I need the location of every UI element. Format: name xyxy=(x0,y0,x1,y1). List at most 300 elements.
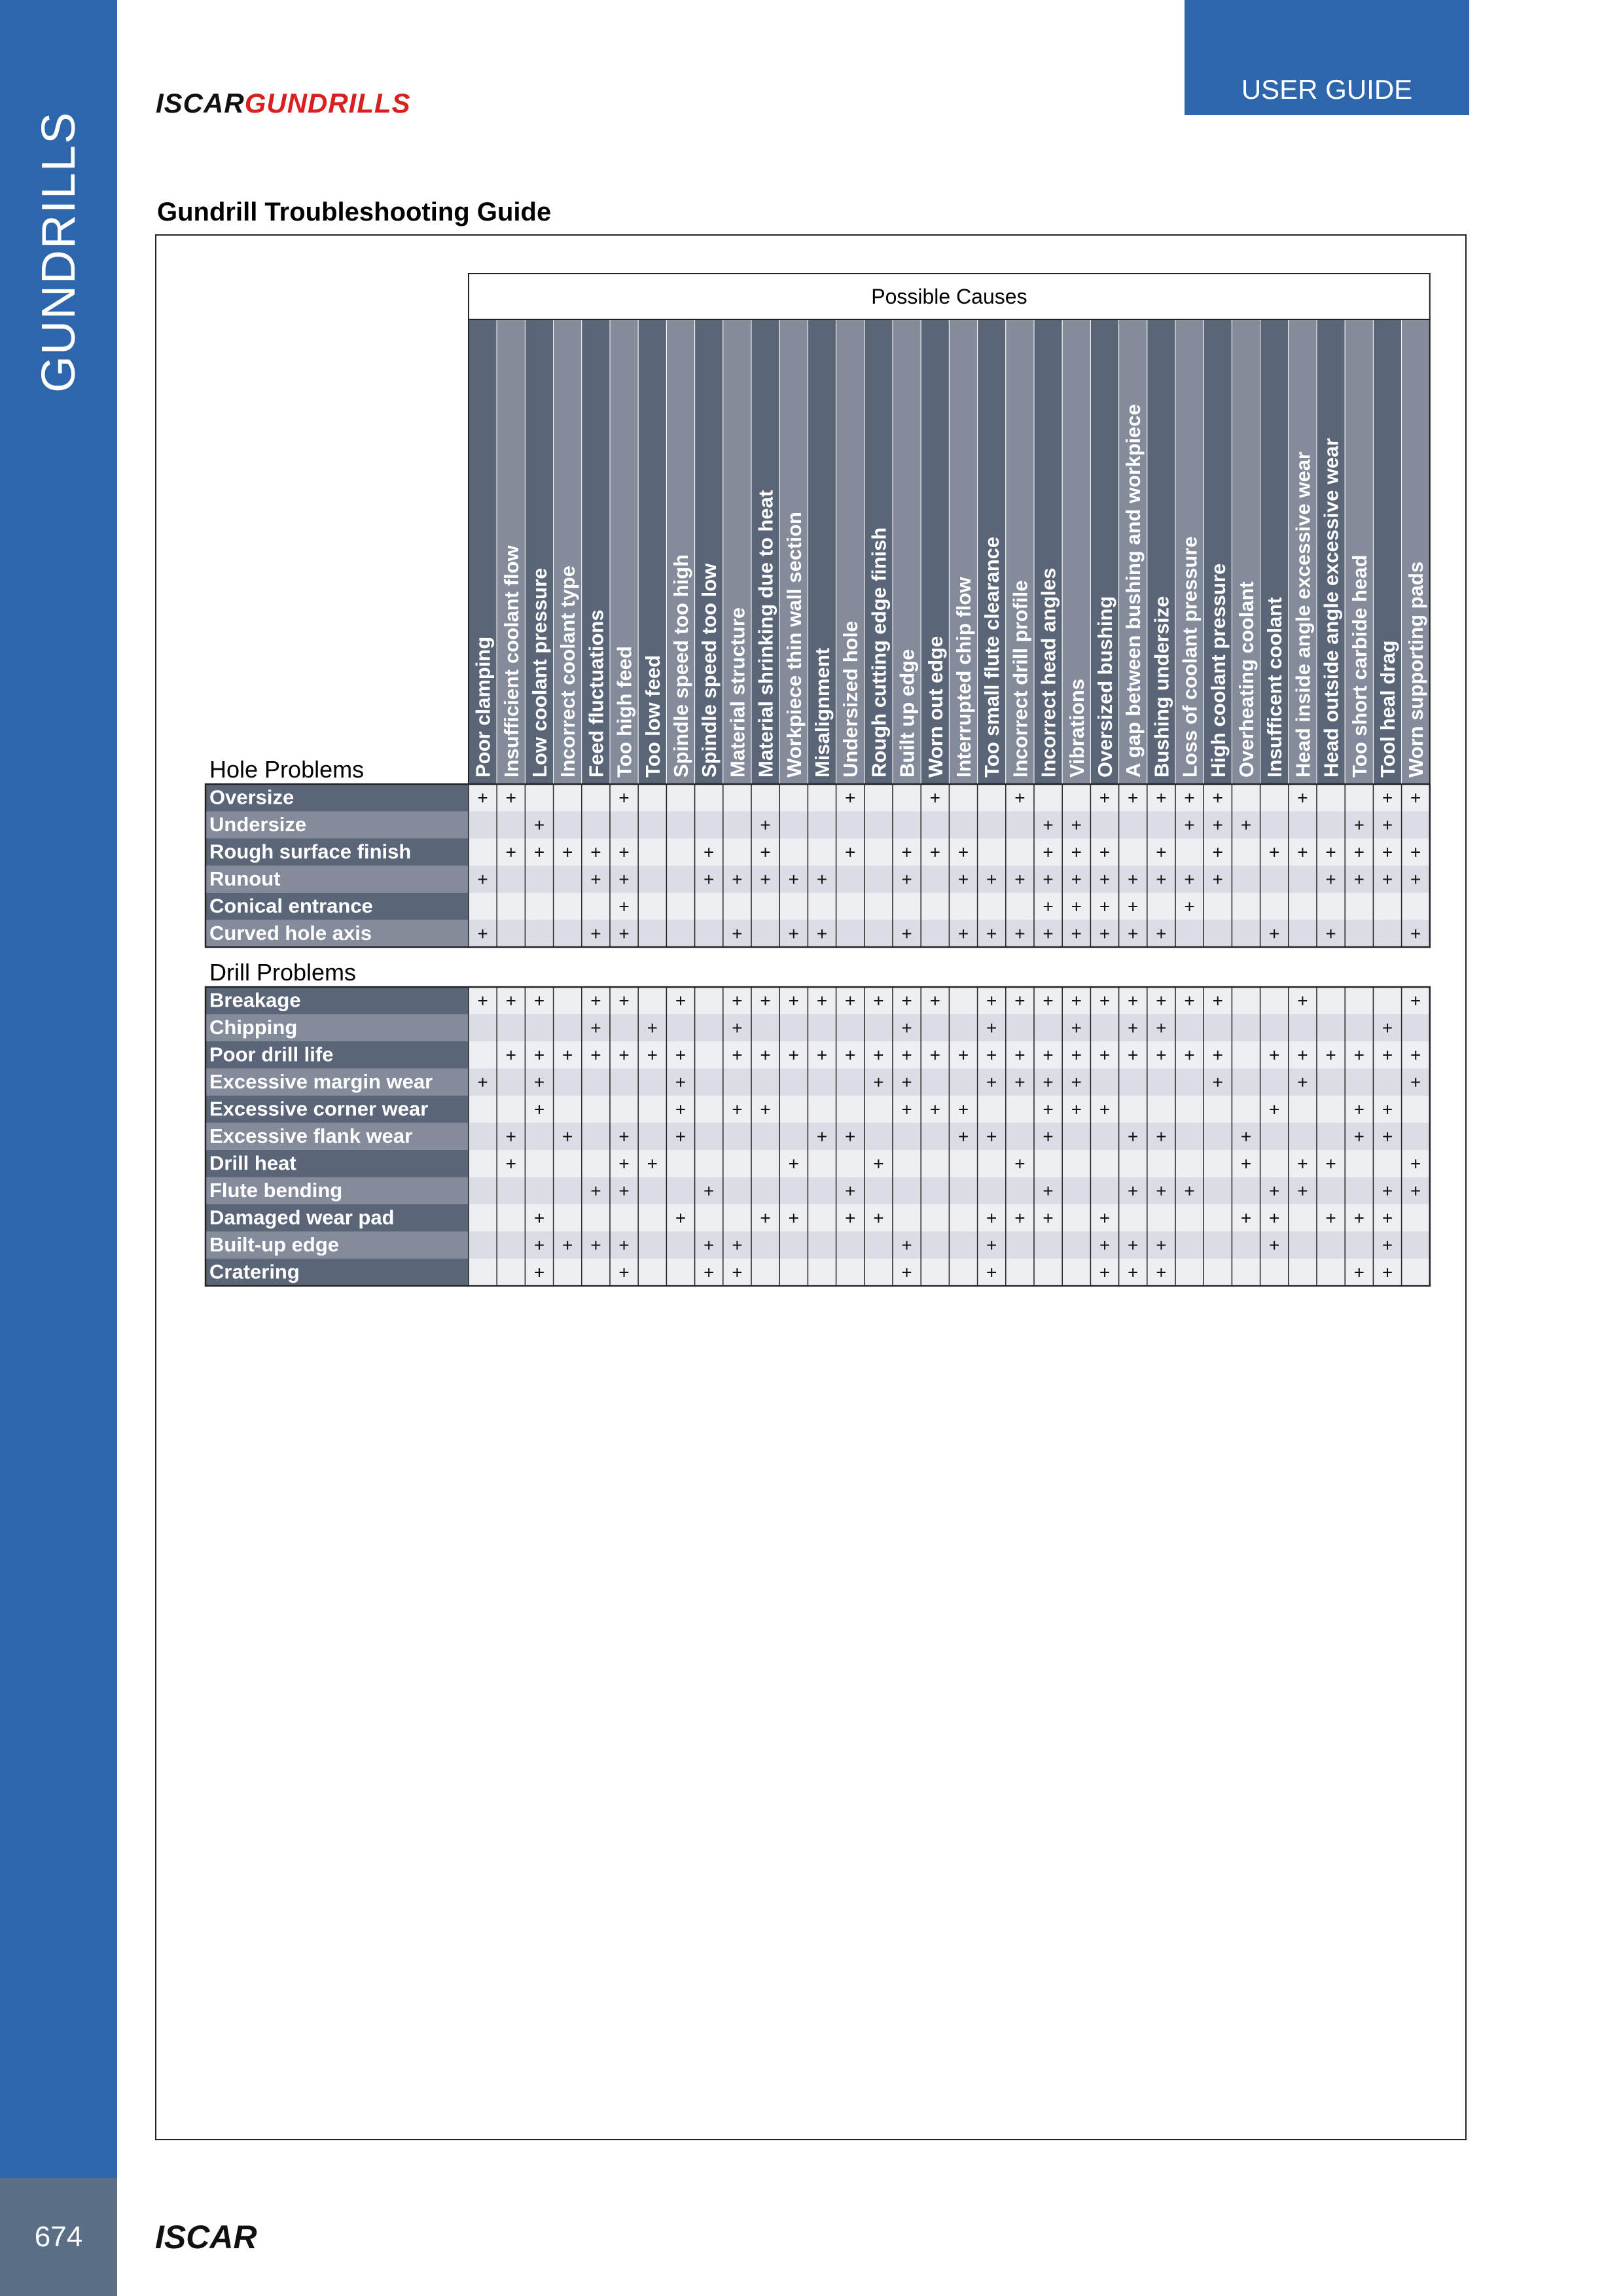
cause-label: Undersized hole xyxy=(839,620,863,778)
cause-mark: + xyxy=(1410,1153,1421,1174)
cause-mark: + xyxy=(533,1235,545,1255)
problem-label: Breakage xyxy=(209,988,301,1012)
cause-mark: + xyxy=(1212,1072,1223,1092)
cause-mark: + xyxy=(675,1072,687,1092)
cause-mark: + xyxy=(1382,869,1393,889)
problem-label: Runout xyxy=(209,867,281,890)
cause-mark: + xyxy=(929,990,940,1011)
cause-mark: + xyxy=(1014,869,1026,889)
problem-label: Flute bending xyxy=(209,1179,343,1202)
cause-mark: + xyxy=(1410,787,1421,808)
cause-mark: + xyxy=(1099,1099,1111,1120)
cause-mark: + xyxy=(704,1235,715,1255)
cause-mark: + xyxy=(873,990,884,1011)
cause-label: Workpiece thin wall section xyxy=(782,512,806,778)
problem-label: Curved hole axis xyxy=(209,922,372,944)
cause-mark: + xyxy=(986,1045,997,1066)
problem-label: Conical entrance xyxy=(209,894,373,918)
cause-mark: + xyxy=(1382,1235,1393,1255)
cause-mark: + xyxy=(986,1072,997,1092)
cause-mark: + xyxy=(1269,924,1280,944)
cause-mark: + xyxy=(1353,842,1364,863)
cause-mark: + xyxy=(1410,1072,1421,1092)
cause-label: Vibrations xyxy=(1065,678,1088,778)
cause-mark: + xyxy=(845,1126,856,1147)
cause-mark: + xyxy=(1099,896,1111,917)
cause-mark: + xyxy=(1043,1208,1054,1229)
cause-mark: + xyxy=(1128,896,1139,917)
cause-mark: + xyxy=(505,1153,516,1174)
cause-label: Material shrinking due to heat xyxy=(754,490,777,778)
cause-mark: + xyxy=(1156,842,1167,863)
cause-label: Spindle speed too high xyxy=(669,554,692,778)
cause-mark: + xyxy=(1099,990,1111,1011)
cause-mark: + xyxy=(1184,1045,1195,1066)
cause-mark: + xyxy=(590,990,601,1011)
cause-mark: + xyxy=(1071,896,1082,917)
cause-mark: + xyxy=(618,1045,630,1066)
cause-mark: + xyxy=(1353,1045,1364,1066)
problem-label: Built-up edge xyxy=(209,1233,340,1256)
cause-mark: + xyxy=(957,869,969,889)
cause-label: High coolant pressure xyxy=(1206,563,1230,778)
cause-mark: + xyxy=(1184,787,1195,808)
cause-mark: + xyxy=(1382,1126,1393,1147)
cause-label: Interrupted chip flow xyxy=(952,577,975,778)
cause-mark: + xyxy=(788,1153,799,1174)
cause-mark: + xyxy=(562,1045,573,1066)
cause-label: Tool heal drag xyxy=(1376,640,1399,778)
cause-mark: + xyxy=(1156,924,1167,944)
cause-mark: + xyxy=(1071,869,1082,889)
cause-mark: + xyxy=(1382,1208,1393,1229)
cause-mark: + xyxy=(901,1235,912,1255)
cause-mark: + xyxy=(1410,869,1421,889)
page-title: Gundrill Troubleshooting Guide xyxy=(157,198,552,226)
cause-mark: + xyxy=(760,990,771,1011)
cause-mark: + xyxy=(788,1208,799,1229)
cause-mark: + xyxy=(816,924,828,944)
cause-mark: + xyxy=(1297,990,1308,1011)
cause-mark: + xyxy=(1043,1181,1054,1201)
cause-mark: + xyxy=(901,1099,912,1120)
cause-mark: + xyxy=(1156,1126,1167,1147)
cause-mark: + xyxy=(1410,842,1421,863)
cause-mark: + xyxy=(477,1072,488,1092)
cause-mark: + xyxy=(957,924,969,944)
cause-mark: + xyxy=(901,924,912,944)
problem-label: Damaged wear pad xyxy=(209,1206,395,1229)
cause-mark: + xyxy=(675,1099,687,1120)
cause-mark: + xyxy=(1099,869,1111,889)
cause-mark: + xyxy=(1043,1099,1054,1120)
cause-mark: + xyxy=(1099,1262,1111,1283)
cause-mark: + xyxy=(1071,842,1082,863)
cause-label: Overheating coolant xyxy=(1235,581,1258,778)
cause-mark: + xyxy=(760,1208,771,1229)
cause-mark: + xyxy=(590,924,601,944)
cause-mark: + xyxy=(1014,924,1026,944)
cause-mark: + xyxy=(1212,842,1223,863)
cause-mark: + xyxy=(1382,1262,1393,1283)
cause-mark: + xyxy=(1240,815,1252,835)
cause-mark: + xyxy=(647,1018,658,1038)
cause-label: Bushing undersize xyxy=(1150,596,1173,778)
cause-mark: + xyxy=(760,869,771,889)
cause-mark: + xyxy=(1353,1208,1364,1229)
cause-mark: + xyxy=(1269,1045,1280,1066)
cause-mark: + xyxy=(1071,990,1082,1011)
problem-label: Chipping xyxy=(209,1016,298,1039)
cause-mark: + xyxy=(1325,869,1336,889)
cause-label: Too short carbide head xyxy=(1347,554,1371,778)
cause-mark: + xyxy=(533,842,545,863)
cause-mark: + xyxy=(1382,815,1393,835)
cause-mark: + xyxy=(1128,787,1139,808)
cause-mark: + xyxy=(957,1126,969,1147)
cause-mark: + xyxy=(533,990,545,1011)
cause-mark: + xyxy=(1099,924,1111,944)
cause-mark: + xyxy=(1382,842,1393,863)
cause-mark: + xyxy=(1099,1235,1111,1255)
cause-label: Too high feed xyxy=(613,646,636,778)
cause-mark: + xyxy=(704,842,715,863)
cause-mark: + xyxy=(1071,1045,1082,1066)
cause-mark: + xyxy=(1325,1045,1336,1066)
cause-mark: + xyxy=(845,990,856,1011)
cause-mark: + xyxy=(505,1045,516,1066)
cause-mark: + xyxy=(986,990,997,1011)
cause-mark: + xyxy=(732,1235,743,1255)
cause-mark: + xyxy=(1410,924,1421,944)
cause-mark: + xyxy=(986,924,997,944)
cause-mark: + xyxy=(1156,1235,1167,1255)
cause-mark: + xyxy=(1043,869,1054,889)
cause-mark: + xyxy=(675,990,687,1011)
user-guide-label: USER GUIDE xyxy=(1241,74,1413,105)
cause-mark: + xyxy=(1128,1235,1139,1255)
cause-mark: + xyxy=(760,1045,771,1066)
cause-mark: + xyxy=(1212,787,1223,808)
cause-mark: + xyxy=(873,1208,884,1229)
cause-mark: + xyxy=(986,1018,997,1038)
cause-mark: + xyxy=(1269,1235,1280,1255)
cause-mark: + xyxy=(986,1235,997,1255)
cause-mark: + xyxy=(1128,1181,1139,1201)
cause-label: Too low feed xyxy=(641,655,664,778)
cause-mark: + xyxy=(1382,1045,1393,1066)
cause-mark: + xyxy=(618,1262,630,1283)
cause-mark: + xyxy=(477,924,488,944)
problem-label: Poor drill life xyxy=(209,1043,334,1066)
cause-mark: + xyxy=(1325,1153,1336,1174)
cause-mark: + xyxy=(1071,815,1082,835)
cause-mark: + xyxy=(562,842,573,863)
cause-mark: + xyxy=(1353,1262,1364,1283)
cause-mark: + xyxy=(1156,787,1167,808)
cause-mark: + xyxy=(618,1126,630,1147)
possible-causes-title: Possible Causes xyxy=(871,285,1027,308)
cause-mark: + xyxy=(1269,842,1280,863)
cause-mark: + xyxy=(986,869,997,889)
cause-mark: + xyxy=(1014,990,1026,1011)
cause-mark: + xyxy=(1156,869,1167,889)
cause-mark: + xyxy=(1184,1181,1195,1201)
cause-mark: + xyxy=(590,1018,601,1038)
problem-label: Cratering xyxy=(209,1260,300,1283)
cause-mark: + xyxy=(1325,924,1336,944)
cause-mark: + xyxy=(1128,924,1139,944)
cause-mark: + xyxy=(957,1099,969,1120)
problem-label: Excessive corner wear xyxy=(209,1097,429,1121)
cause-mark: + xyxy=(1156,990,1167,1011)
cause-mark: + xyxy=(845,1208,856,1229)
cause-mark: + xyxy=(986,1262,997,1283)
logo-gundrills: GUNDRILLS xyxy=(244,88,411,118)
cause-mark: + xyxy=(901,1045,912,1066)
cause-mark: + xyxy=(1156,1262,1167,1283)
cause-mark: + xyxy=(1297,1045,1308,1066)
cause-mark: + xyxy=(1353,815,1364,835)
cause-mark: + xyxy=(1071,1099,1082,1120)
problem-label: Oversize xyxy=(209,785,294,809)
cause-mark: + xyxy=(590,1045,601,1066)
cause-label: Oversized bushing xyxy=(1094,596,1116,778)
cause-mark: + xyxy=(816,869,828,889)
cause-mark: + xyxy=(845,787,856,808)
cause-mark: + xyxy=(1128,1126,1139,1147)
cause-mark: + xyxy=(1382,1018,1393,1038)
cause-label: Low coolant pressure xyxy=(528,567,551,778)
cause-mark: + xyxy=(1014,1208,1026,1229)
cause-mark: + xyxy=(732,924,743,944)
cause-mark: + xyxy=(1043,842,1054,863)
cause-mark: + xyxy=(533,1208,545,1229)
cause-mark: + xyxy=(1382,1181,1393,1201)
cause-mark: + xyxy=(505,787,516,808)
cause-mark: + xyxy=(704,1181,715,1201)
section-label: GUNDRILLS xyxy=(33,111,85,393)
cause-mark: + xyxy=(562,1235,573,1255)
cause-mark: + xyxy=(1297,1072,1308,1092)
cause-mark: + xyxy=(647,1045,658,1066)
cause-mark: + xyxy=(1212,990,1223,1011)
cause-mark: + xyxy=(1382,1099,1393,1120)
cause-mark: + xyxy=(1353,1126,1364,1147)
cause-mark: + xyxy=(1014,1045,1026,1066)
group-title: Drill Problems xyxy=(209,959,357,986)
cause-mark: + xyxy=(1184,869,1195,889)
cause-mark: + xyxy=(477,787,488,808)
cause-mark: + xyxy=(732,1018,743,1038)
cause-label: Head inside angle excessive wear xyxy=(1291,452,1315,778)
cause-mark: + xyxy=(845,1045,856,1066)
cause-mark: + xyxy=(1240,1153,1252,1174)
cause-label: Misalignment xyxy=(811,647,834,778)
cause-label: Insufficient coolant flow xyxy=(499,545,523,778)
group-title: Hole Problems xyxy=(209,756,365,783)
cause-mark: + xyxy=(533,815,545,835)
problem-label: Excessive margin wear xyxy=(209,1070,433,1093)
logo-iscar: ISCAR xyxy=(156,88,245,118)
cause-mark: + xyxy=(618,1153,630,1174)
cause-mark: + xyxy=(477,869,488,889)
cause-label: Built up edge xyxy=(895,649,919,778)
cause-mark: + xyxy=(1410,1045,1421,1066)
cause-mark: + xyxy=(901,1018,912,1038)
cause-mark: + xyxy=(901,869,912,889)
cause-mark: + xyxy=(1043,1126,1054,1147)
cause-mark: + xyxy=(1014,1072,1026,1092)
cause-mark: + xyxy=(1043,924,1054,944)
cause-label: Too small flute clearance xyxy=(980,536,1004,778)
cause-mark: + xyxy=(1014,787,1026,808)
cause-mark: + xyxy=(1240,1208,1252,1229)
cause-mark: + xyxy=(477,990,488,1011)
cause-mark: + xyxy=(618,787,630,808)
cause-mark: + xyxy=(760,815,771,835)
cause-label: Spindle speed too low xyxy=(698,563,721,778)
cause-mark: + xyxy=(1014,1153,1026,1174)
cause-mark: + xyxy=(647,1153,658,1174)
cause-mark: + xyxy=(590,1181,601,1201)
cause-label: Rough cutting edge finish xyxy=(867,527,891,778)
cause-mark: + xyxy=(1043,990,1054,1011)
cause-mark: + xyxy=(1297,1153,1308,1174)
cause-mark: + xyxy=(618,896,630,917)
cause-label: Worn out edge xyxy=(923,636,947,778)
cause-mark: + xyxy=(1128,869,1139,889)
cause-mark: + xyxy=(1382,787,1393,808)
cause-mark: + xyxy=(533,1099,545,1120)
cause-mark: + xyxy=(1240,1126,1252,1147)
problem-label: Rough surface finish xyxy=(209,840,412,863)
footer-logo: ISCAR xyxy=(155,2219,257,2255)
cause-mark: + xyxy=(760,842,771,863)
cause-mark: + xyxy=(675,1045,687,1066)
cause-mark: + xyxy=(590,869,601,889)
cause-mark: + xyxy=(1184,815,1195,835)
cause-mark: + xyxy=(590,1235,601,1255)
cause-mark: + xyxy=(618,1235,630,1255)
cause-mark: + xyxy=(533,1045,545,1066)
cause-mark: + xyxy=(618,990,630,1011)
cause-mark: + xyxy=(533,1262,545,1283)
cause-mark: + xyxy=(901,1262,912,1283)
cause-mark: + xyxy=(760,1099,771,1120)
cause-mark: + xyxy=(675,1208,687,1229)
cause-mark: + xyxy=(732,1262,743,1283)
cause-mark: + xyxy=(505,990,516,1011)
cause-mark: + xyxy=(816,990,828,1011)
cause-mark: + xyxy=(873,1072,884,1092)
cause-mark: + xyxy=(618,1181,630,1201)
cause-mark: + xyxy=(1099,787,1111,808)
cause-mark: + xyxy=(618,924,630,944)
cause-mark: + xyxy=(1353,1099,1364,1120)
cause-mark: + xyxy=(1043,1045,1054,1066)
cause-mark: + xyxy=(1212,869,1223,889)
cause-mark: + xyxy=(816,1045,828,1066)
cause-mark: + xyxy=(957,1045,969,1066)
cause-label: Worn supporting pads xyxy=(1404,561,1428,778)
cause-mark: + xyxy=(505,1126,516,1147)
cause-mark: + xyxy=(845,1181,856,1201)
cause-mark: + xyxy=(590,842,601,863)
cause-mark: + xyxy=(533,1072,545,1092)
cause-mark: + xyxy=(929,842,940,863)
cause-mark: + xyxy=(732,1045,743,1066)
cause-mark: + xyxy=(1353,869,1364,889)
cause-mark: + xyxy=(901,990,912,1011)
cause-mark: + xyxy=(1071,1018,1082,1038)
cause-mark: + xyxy=(1269,1099,1280,1120)
cause-label: A gap between bushing and workpiece xyxy=(1122,404,1145,778)
cause-mark: + xyxy=(1099,1208,1111,1229)
cause-mark: + xyxy=(1128,1045,1139,1066)
cause-mark: + xyxy=(1071,924,1082,944)
cause-mark: + xyxy=(986,1126,997,1147)
cause-mark: + xyxy=(873,1045,884,1066)
cause-mark: + xyxy=(1269,1181,1280,1201)
cause-mark: + xyxy=(675,1126,687,1147)
cause-label: Material structure xyxy=(726,607,749,778)
cause-mark: + xyxy=(618,869,630,889)
cause-mark: + xyxy=(1269,1208,1280,1229)
cause-mark: + xyxy=(788,924,799,944)
cause-mark: + xyxy=(1099,842,1111,863)
cause-mark: + xyxy=(1410,1181,1421,1201)
cause-mark: + xyxy=(1325,842,1336,863)
cause-mark: + xyxy=(1043,896,1054,917)
cause-label: Poor clamping xyxy=(471,636,495,778)
cause-mark: + xyxy=(788,1045,799,1066)
cause-mark: + xyxy=(1212,1045,1223,1066)
problem-label: Undersize xyxy=(209,813,307,836)
cause-mark: + xyxy=(1184,896,1195,917)
cause-mark: + xyxy=(1297,1181,1308,1201)
cause-label: Incorrect head angles xyxy=(1037,567,1060,778)
cause-mark: + xyxy=(1184,990,1195,1011)
cause-mark: + xyxy=(1212,815,1223,835)
cause-mark: + xyxy=(505,842,516,863)
cause-mark: + xyxy=(901,1072,912,1092)
problem-label: Drill heat xyxy=(209,1151,296,1175)
cause-mark: + xyxy=(816,1126,828,1147)
cause-mark: + xyxy=(1071,1072,1082,1092)
cause-mark: + xyxy=(704,1262,715,1283)
cause-mark: + xyxy=(562,1126,573,1147)
cause-mark: + xyxy=(732,869,743,889)
page-number: 674 xyxy=(34,2221,83,2253)
cause-label: Loss of coolant pressure xyxy=(1178,536,1202,778)
cause-mark: + xyxy=(732,1099,743,1120)
cause-label: Feed fluctuations xyxy=(584,609,608,778)
cause-mark: + xyxy=(1128,1018,1139,1038)
cause-label: Head outside angle excessive wear xyxy=(1319,438,1343,778)
cause-mark: + xyxy=(618,842,630,863)
cause-mark: + xyxy=(1156,1045,1167,1066)
cause-mark: + xyxy=(901,842,912,863)
cause-mark: + xyxy=(845,842,856,863)
cause-mark: + xyxy=(1156,1181,1167,1201)
cause-mark: + xyxy=(1128,1262,1139,1283)
cause-mark: + xyxy=(873,1153,884,1174)
cause-mark: + xyxy=(1043,1072,1054,1092)
problem-label: Excessive flank wear xyxy=(209,1124,413,1147)
cause-mark: + xyxy=(929,1045,940,1066)
cause-mark: + xyxy=(1043,815,1054,835)
